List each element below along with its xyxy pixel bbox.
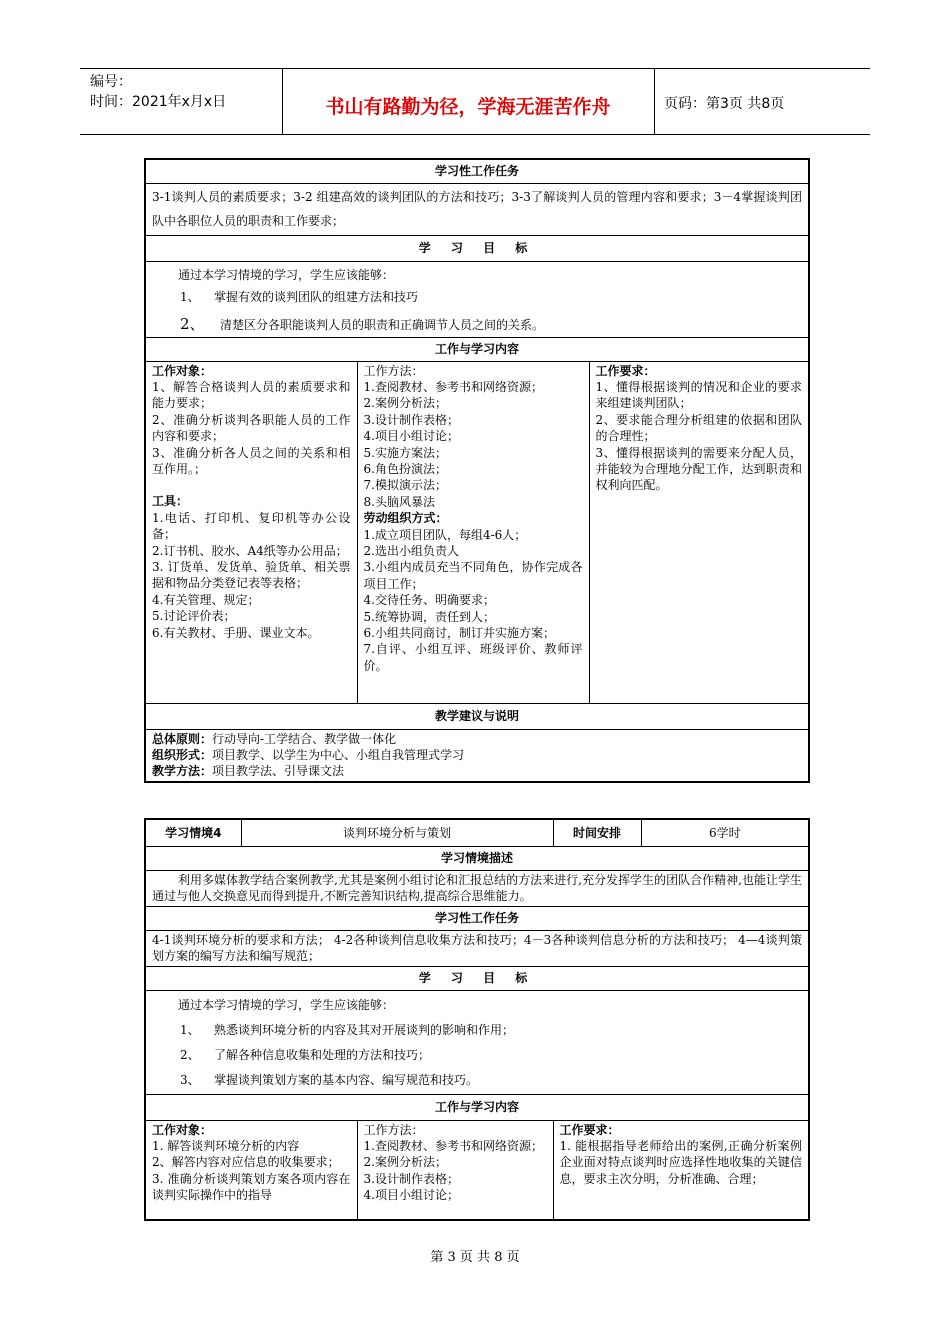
goal-item xyxy=(152,1018,802,1043)
goal-list xyxy=(145,990,809,1094)
task-text: 4-1谈判环境分析的要求和方法； 4-2各种谈判信息收集方法和技巧；4－3各种谈判信息分析的方法和技巧； 4—4谈判策划方案的编写方法和编写规范； xyxy=(145,930,809,966)
method-item: 3.设计制作表格； xyxy=(363,1171,459,1186)
advice-text: 项目教学法、引导课文法 xyxy=(212,764,345,779)
method-item: 1.查阅教材、参考书和网络资源； xyxy=(363,1138,543,1153)
header-bottom-rule xyxy=(80,134,870,135)
advice-list xyxy=(145,729,809,782)
object-item: 2、解答内容对应信息的收集要求； xyxy=(152,1155,340,1170)
goal-text: 了解各种信息收集和处理的方法和技巧； xyxy=(214,1047,431,1062)
objects-heading: 工作对象： xyxy=(152,363,213,378)
goal-text: 清楚区分各职能谈判人员的职责和正确调节人员之间的关系。 xyxy=(220,317,545,332)
goal-title xyxy=(145,966,809,990)
requirements-heading: 工作要求： xyxy=(595,363,656,378)
goal-title-text: 学 习 目 标 xyxy=(418,970,536,985)
desc-title: 学习情境描述 xyxy=(145,846,809,870)
org-item: 2.选出小组负责人 xyxy=(363,543,459,558)
header-divider xyxy=(654,68,655,134)
org-item: 1.成立项目团队，每组4-6人； xyxy=(363,527,527,542)
goal-intro: 通过本学习情境的学习，学生应该能够： xyxy=(178,997,395,1012)
header-motto: 书山有路勤为径，学海无涯苦作舟 xyxy=(325,96,611,118)
org-heading: 劳动组织方式： xyxy=(363,511,448,526)
tool-item: 6.有关教材、手册、课业文本。 xyxy=(152,625,320,640)
tool-item: 2.订书机、胶水、A4纸等办公用品； xyxy=(152,543,348,558)
org-item: 6.小组共同商讨，制订并实施方案； xyxy=(363,626,555,640)
page-footer: 第 3 页 共 8 页 xyxy=(430,1250,520,1265)
method-item: 4.项目小组讨论； xyxy=(363,1188,459,1203)
doc-time-label: 时间：2021年x月x日 xyxy=(90,94,227,110)
work-objects-cell xyxy=(145,361,357,703)
situation4-table xyxy=(144,818,810,1221)
requirement-item: 3、懂得根据谈判的需要来分配人员，并能较为合理地分配工作，达到职责和权利向匹配。 xyxy=(595,445,802,493)
goal-number: 2、 xyxy=(180,314,205,333)
requirement-item: 1. 能根据指导老师给出的案例,正确分析案例企业面对特点谈判时应选择性地收集的关键信息，要求主次分明，分析准确、合理； xyxy=(559,1138,803,1186)
tool-item: 5.讨论评价表； xyxy=(152,609,236,624)
advice-title: 教学建议与说明 xyxy=(145,703,809,729)
work-requirements-cell xyxy=(553,1120,809,1220)
method-item: 6.角色扮演法； xyxy=(363,461,447,476)
work-objects-cell xyxy=(145,1120,357,1220)
objects-heading: 工作对象： xyxy=(152,1122,213,1137)
object-item: 2、准确分析谈判各职能人员的工作内容和要求； xyxy=(152,412,351,444)
content-title: 工作与学习内容 xyxy=(145,337,809,361)
requirement-item: 2、要求能合理分析组建的依据和团队的合理性； xyxy=(595,412,802,444)
method-item: 5.实施方案法； xyxy=(363,445,447,460)
tools-heading: 工具： xyxy=(152,494,189,509)
goal-item xyxy=(152,1043,802,1068)
method-item: 3.设计制作表格； xyxy=(363,412,459,427)
task-title: 学习性工作任务 xyxy=(145,159,809,183)
method-item: 7.模拟演示法； xyxy=(363,478,447,493)
goal-title-text: 学 习 目 标 xyxy=(418,240,536,255)
advice-label: 总体原则： xyxy=(152,731,213,746)
task-title: 学习性工作任务 xyxy=(145,906,809,930)
page-number-label: 页码：第3页 共8页 xyxy=(664,96,785,112)
object-item: 1、解答合格谈判人员的素质要求和能力要求； xyxy=(152,379,351,411)
methods-heading: 工作方法： xyxy=(363,1122,424,1137)
header-top-rule xyxy=(80,68,870,69)
tool-item: 3. 订货单、发货单、验货单、相关票据和物品分类登记表等表格； xyxy=(152,559,351,591)
method-item: 2.案例分析法； xyxy=(363,1155,447,1170)
advice-label: 教学方法： xyxy=(152,764,213,779)
content-title: 工作与学习内容 xyxy=(145,1094,809,1120)
org-item: 3.小组内成员充当不同角色，协作完成各项目工作； xyxy=(363,560,583,591)
goal-number: 3、 xyxy=(180,1072,200,1087)
goal-item xyxy=(152,286,802,308)
goal-text: 掌握有效的谈判团队的组建方法和技巧 xyxy=(214,289,419,304)
goal-item xyxy=(152,1068,802,1093)
time-value: 6学时 xyxy=(641,819,809,846)
org-item: 4.交待任务、明确要求； xyxy=(363,593,495,608)
work-requirements-cell xyxy=(589,361,809,703)
advice-item xyxy=(152,747,802,763)
goal-number: 2、 xyxy=(180,1047,200,1062)
org-item: 5.统筹协调，责任到人； xyxy=(363,609,495,624)
goal-list xyxy=(145,261,809,337)
work-methods-cell xyxy=(357,1120,553,1220)
advice-text: 项目教学、以学生为中心、小组自我管理式学习 xyxy=(212,747,465,762)
org-item: 7.自评、小组互评、班级评价、教师评价。 xyxy=(363,642,583,673)
object-item: 3、准确分析各人员之间的关系和相互作用。； xyxy=(152,445,351,476)
advice-item xyxy=(152,763,802,779)
method-item: 4.项目小组讨论； xyxy=(363,429,459,444)
requirement-item: 1、懂得根据谈判的情况和企业的要求来组建谈判团队； xyxy=(595,379,802,411)
doc-number-label: 编号： xyxy=(90,74,132,90)
advice-text: 行动导向-工学结合、教学做一体化 xyxy=(212,731,397,746)
goal-intro: 通过本学习情境的学习，学生应该能够： xyxy=(178,267,395,282)
object-item: 1. 解答谈判环境分析的内容 xyxy=(152,1138,300,1153)
methods-heading: 工作方法： xyxy=(363,363,424,378)
time-label: 时间安排 xyxy=(553,819,641,846)
spacer xyxy=(152,477,351,493)
goal-number: 1、 xyxy=(180,289,200,304)
desc-text: 利用多媒体教学结合案例教学,尤其是案例小组讨论和汇报总结的方法来进行,充分发挥学生的团队合作精神,也能让学生通过与他人交换意见而得到提升,不断完善知识结构,提高综合思维能力。 xyxy=(145,870,809,906)
method-item: 8.头脑风暴法 xyxy=(363,494,435,509)
situation-label: 学习情境4 xyxy=(145,819,241,846)
goal-item xyxy=(152,313,802,336)
tool-item: 1.电话、打印机、复印机等办公设备； xyxy=(152,510,351,542)
work-methods-cell xyxy=(357,361,589,703)
tool-item: 4.有关管理、规定； xyxy=(152,592,260,607)
situation3-table xyxy=(144,158,810,783)
method-item: 2.案例分析法； xyxy=(363,396,447,411)
requirements-heading: 工作要求： xyxy=(559,1122,620,1137)
goal-text: 掌握谈判策划方案的基本内容、编写规范和技巧。 xyxy=(214,1072,479,1087)
goal-title xyxy=(145,235,809,261)
advice-label: 组织形式： xyxy=(152,747,213,762)
goal-text: 熟悉谈判环境分析的内容及其对开展谈判的影响和作用； xyxy=(214,1022,515,1037)
goal-number: 1、 xyxy=(180,1022,200,1037)
object-item: 3. 准确分析谈判策划方案各项内容在谈判实际操作中的指导 xyxy=(152,1171,351,1203)
advice-item xyxy=(152,731,802,747)
situation-title: 谈判环境分析与策划 xyxy=(241,819,553,846)
task-text: 3-1谈判人员的素质要求；3-2 组建高效的谈判团队的方法和技巧；3-3了解谈判人员的管理内容和要求；3－4掌握谈判团队中各职位人员的职责和工作要求； xyxy=(145,183,809,235)
method-item: 1.查阅教材、参考书和网络资源； xyxy=(363,379,543,394)
